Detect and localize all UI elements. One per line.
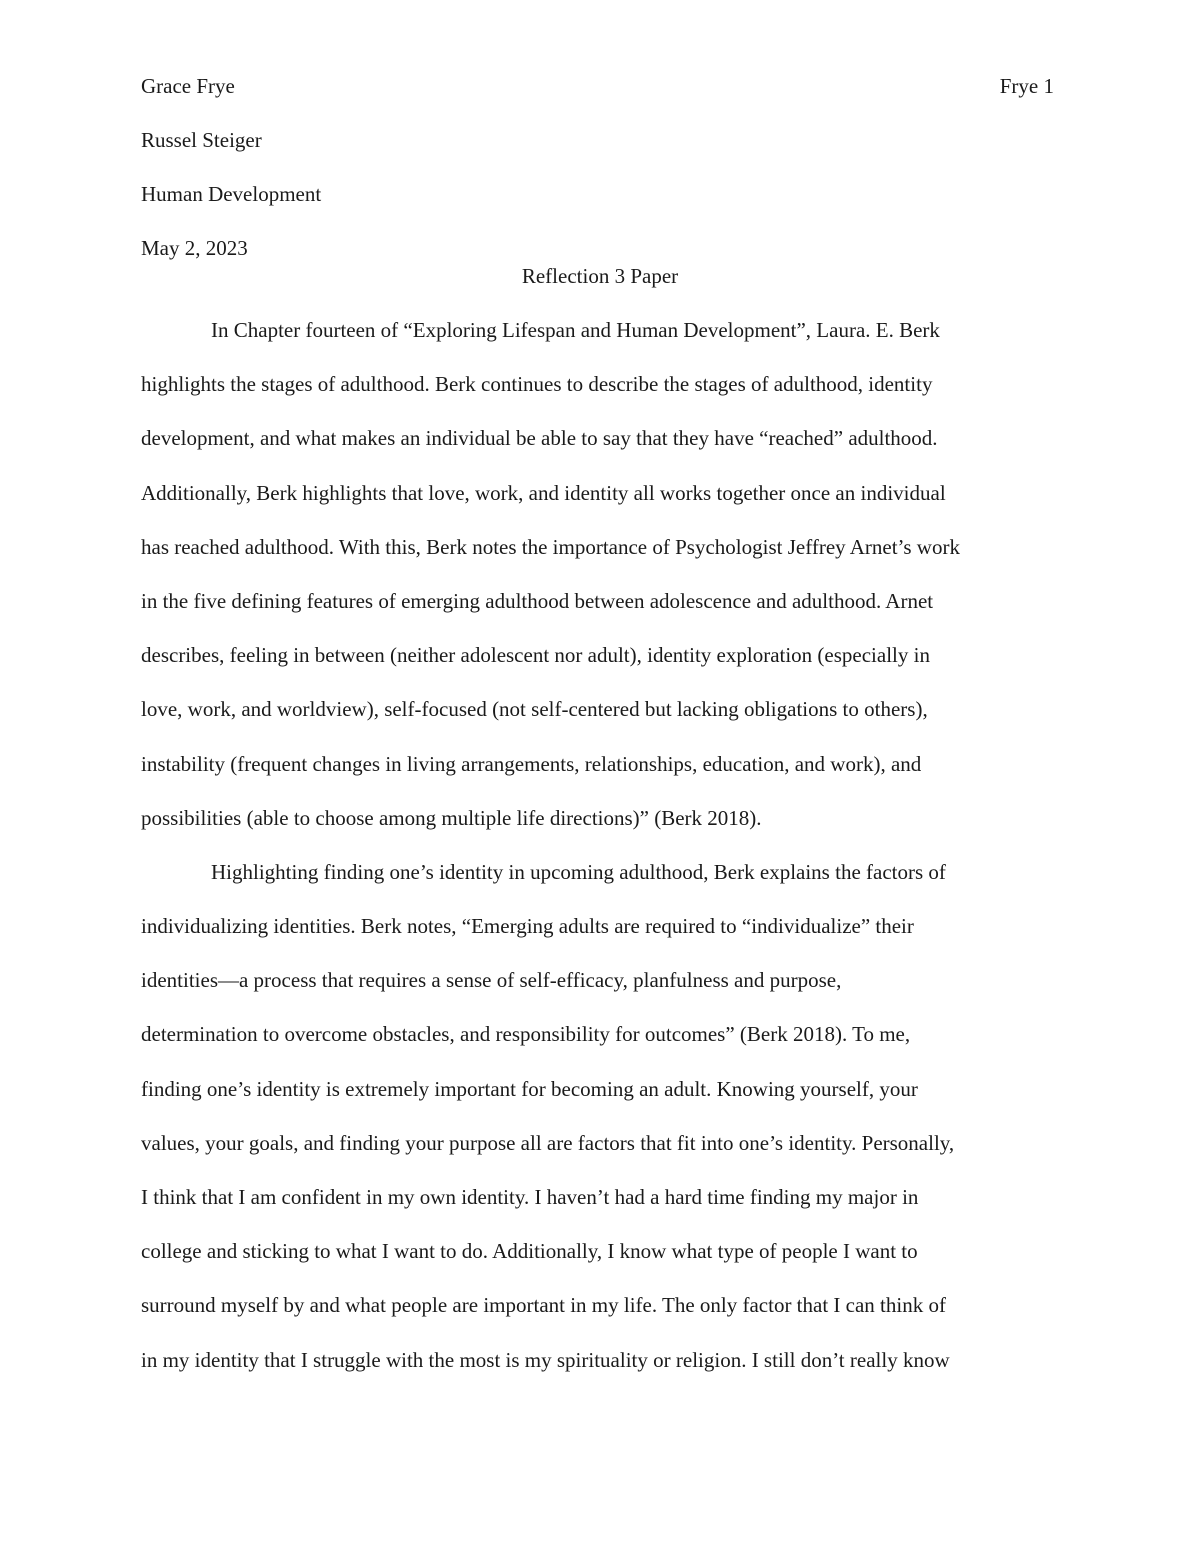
paragraph-line: Highlighting finding one’s identity in upcoming adulthood, Berk explains the factors of bbox=[211, 859, 946, 884]
instructor-name: Russel Steiger bbox=[141, 128, 262, 152]
paragraph-line: college and sticking to what I want to do. Additionally, I know what type of people I want to bbox=[141, 1239, 918, 1264]
running-head: Frye 1 bbox=[999, 74, 1054, 98]
paragraph-line: development, and what makes an individual be able to say that they have “reached” adulthood. bbox=[141, 426, 938, 451]
paragraph-line: surround myself by and what people are important in my life. The only factor that I can think of bbox=[141, 1293, 946, 1318]
paragraph-line: I think that I am confident in my own identity. I haven’t had a hard time finding my major in bbox=[141, 1185, 919, 1209]
paragraph-line: finding one’s identity is extremely important for becoming an adult. Knowing yourself, your bbox=[141, 1076, 918, 1101]
paragraph-line: love, work, and worldview), self-focused (not self-centered but lacking obligations to others), bbox=[141, 697, 928, 722]
paragraph-line: possibilities (able to choose among multiple life directions)” (Berk 2018). bbox=[141, 805, 762, 830]
paper-title: Reflection 3 Paper bbox=[521, 264, 679, 288]
paragraph-line: individualizing identities. Berk notes, “Emerging adults are required to “individualize” their bbox=[141, 914, 914, 939]
mla-heading bbox=[141, 72, 1059, 288]
paragraph-line: In Chapter fourteen of “Exploring Lifespan and Human Development”, Laura. E. Berk bbox=[211, 318, 940, 342]
paragraph-2 bbox=[141, 858, 1059, 1400]
paragraph-1 bbox=[141, 316, 1059, 858]
paragraph-line: instability (frequent changes in living arrangements, relationships, education, and work), and bbox=[141, 751, 922, 776]
paragraph-line: has reached adulthood. With this, Berk notes the importance of Psychologist Jeffrey Arnet’s work bbox=[141, 534, 960, 559]
author-name: Grace Frye bbox=[141, 74, 235, 98]
paragraph-line: in my identity that I struggle with the most is my spirituality or religion. I still don’t really know bbox=[141, 1347, 950, 1372]
course-name: Human Development bbox=[141, 182, 322, 206]
paragraph-line: values, your goals, and finding your purpose all are factors that fit into one’s identity. Personally, bbox=[141, 1130, 955, 1155]
paragraph-line: determination to overcome obstacles, and responsibility for outcomes” (Berk 2018). To me, bbox=[141, 1022, 911, 1047]
paragraph-line: in the five defining features of emerging adulthood between adolescence and adulthood. Arnet bbox=[141, 588, 934, 613]
paragraph-line: describes, feeling in between (neither adolescent nor adult), identity exploration (especially in bbox=[141, 643, 930, 668]
paragraph-line: Additionally, Berk highlights that love, work, and identity all works together once an individual bbox=[141, 480, 946, 505]
paragraph-line: highlights the stages of adulthood. Berk continues to describe the stages of adulthood, identity bbox=[141, 372, 933, 397]
paragraph-line: identities—a process that requires a sense of self-efficacy, planfulness and purpose, bbox=[141, 968, 842, 993]
paper-body bbox=[141, 316, 1059, 1400]
paper-date: May 2, 2023 bbox=[141, 236, 248, 260]
